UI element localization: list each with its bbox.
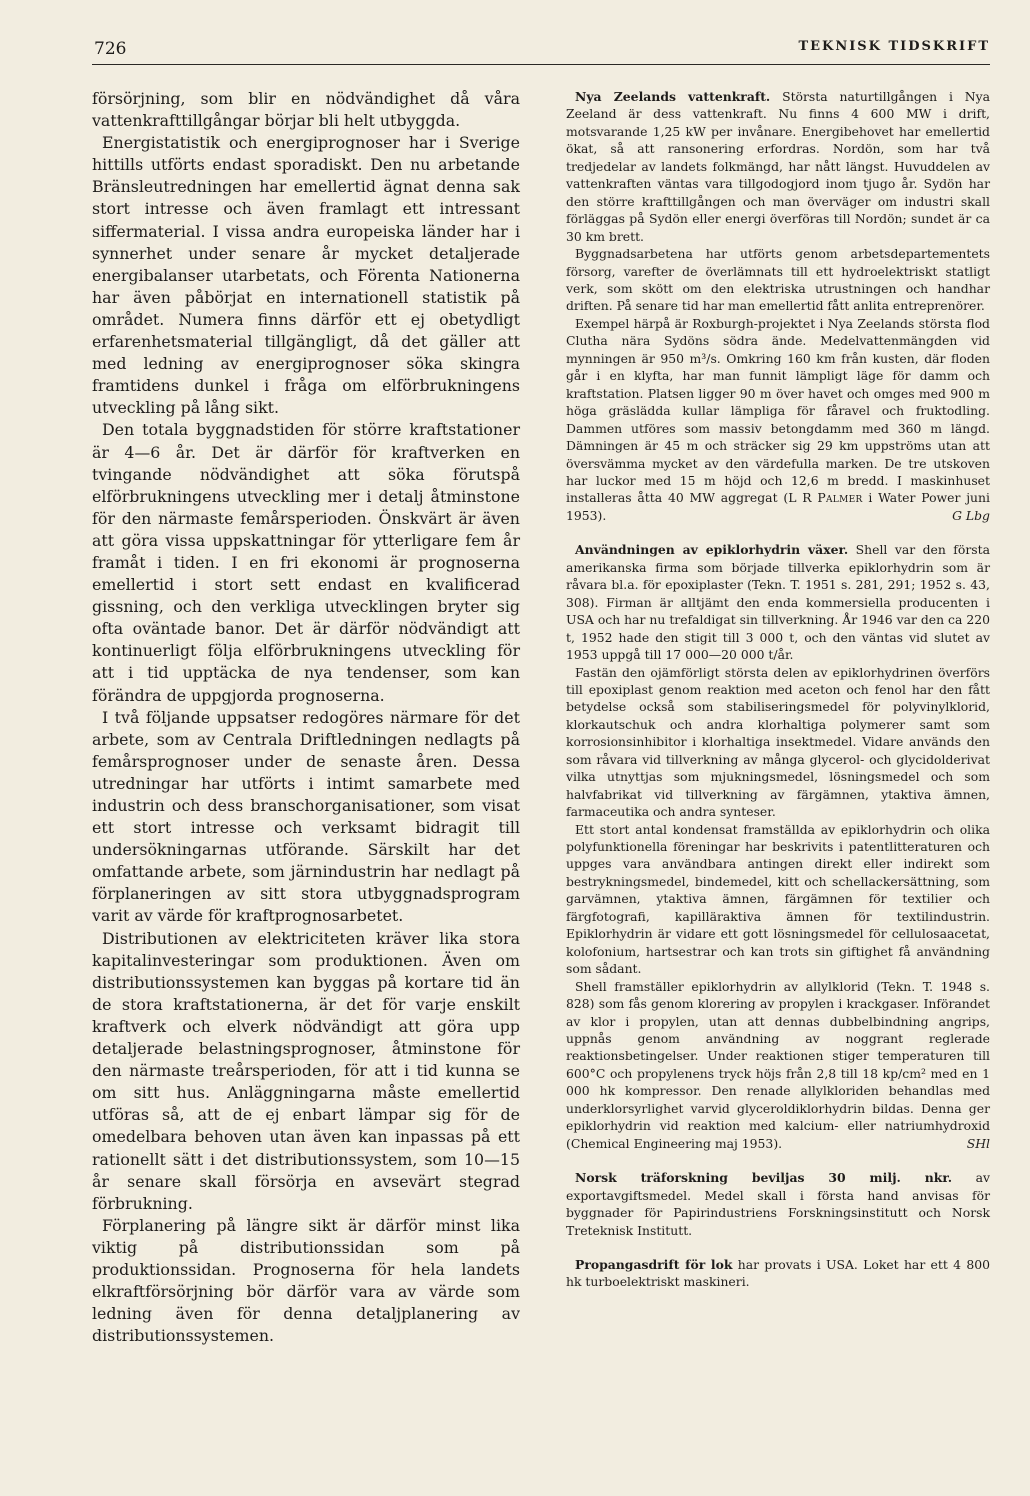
paragraph-text: Shell var den första amerikanska firma som började tillverka epiklorhydrin som är råvara bl.a. för epoxiplaster (Tekn. T. 1951 s. 281, 291; 1952 s. 43, 308). Firman är alltjämt den enda kommersiella producenten i USA och har nu trefaldigat sin tillverkning. År 1946 var den ca 220 t, 1952 hade den stigit till 3 000 t, och den väntas vid slutet av 1953 uppgå till 17 000—20 000 t/år. xyxy=(566,542,990,663)
page-header xyxy=(92,37,990,59)
paragraph-text: av exportavgiftsmedel. Medel skall i första hand anvisas för byggnader för Papirindustriens Forskningsinstitutt och Norsk Treteknisk Institutt. xyxy=(566,1170,990,1238)
cited-author: Palmer xyxy=(817,490,863,506)
article-heading: Norsk träforskning beviljas 30 milj. nkr. xyxy=(575,1170,953,1186)
article-propane-locomotive xyxy=(566,1256,990,1291)
paragraph-text: Största naturtillgången i Nya Zeeland är dess vattenkraft. Nu finns 4 600 MW i drift, motsvarande 1,25 kW per invånare. Energibehovet har emellertid ökat, så att ransonering erfordras. Nordön, som har två tredjedelar av landets folkmängd, har nått längst. Huvuddelen av vattenkraften väntas vara tillgodogjord inom tjugo år. Sydön har den större krafttillgången och man överväger om industri skall förläggas på Sydön eller energi överföras till Nordön; sundet är ca 30 km brett. xyxy=(566,89,990,244)
page-number: 726 xyxy=(94,39,127,59)
paragraph: Förplanering på längre sikt är därför minst lika viktig på distributionssidan som på produktionssidan. Prognoserna för hela landets elkraftförsörjning bör därför vara av värde som ledning även för denna detaljplanering av distributionssystemen. xyxy=(92,1215,520,1346)
paragraph-text: har provats i USA. Loket har ett 4 800 hk turboelektriskt maskineri. xyxy=(566,1257,990,1290)
paragraph: Ett stort antal kondensat framställda av epiklorhydrin och olika polyfunktionella föreningar har beskrivits i patentlitteraturen och uppges vara användbara antingen direkt eller indirekt som bestrykningsmedel, bindemedel, kitt och schellackersättning, som garvämnen, ytaktiva ämnen, färgämnen för textilier och färgfotografi, kapilläraktiva ämnen för textilindustrin. Epiklorhydrin är vidare ett gott lösningsmedel för cellulosaacetat, kolofonium, hartsestrar och kan trots sin giftighet få användning som sådant. xyxy=(566,821,990,977)
paragraph-text: Exempel härpå är Roxburgh-projektet i Nya Zeelands största flod Clutha nära Sydöns södra ände. Medelvattenmängden vid mynningen är 950 m³/s. Omkring 160 km från kusten, där floden går i en klyfta, har man funnit lämpligt läge för damm och kraftstation. Platsen ligger 90 m över havet och omges med 900 m höga gräslädda kullar lämpliga för fåravel och fruktodling. Dammen utföres som massiv betongdamm med 360 m längd. Dämningen är 45 m och sträcker sig 29 km uppströms utan att översvämma mycket av den värdefulla marken. De tre utskoven har luckor med 15 m höjd och 12,6 m bredd. I maskinhuset installeras åtta 40 MW aggregat (L R xyxy=(566,315,990,506)
article-nz-hydropower xyxy=(566,88,990,524)
paragraph: Fastän den ojämförligt största delen av epiklorhydrinen överförs till epoxiplast genom reaktion med aceton och fenol har den fått betydelse också som stabiliseringsmedel för polyvinylklorid, klorkautschuk och andra klorhaltiga polymerer samt som korrosionsinhibitor i klorhaltiga insektmedel. Vidare används den som råvara vid tillverkning av många glycerol- och glycidolderivat vilka utnyttjas som mjukningsmedel, lösningsmedel och som halvfabrikat vid tillverkning av färgämnen, ytaktiva ämnen, farmaceutika och andra synteser. xyxy=(566,664,990,820)
author-signature: G Lbg xyxy=(952,507,990,523)
header-rule xyxy=(92,64,990,65)
paragraph-text: i Water Power juni 1953). xyxy=(566,490,990,523)
author-signature: SHl xyxy=(966,1135,990,1151)
paragraph: försörjning, som blir en nödvändighet då våra vattenkrafttillgångar börjar bli helt utbyggda. xyxy=(92,89,520,131)
paragraph: I två följande uppsatser redogöres närmare för det arbete, som av Centrala Driftledningen nedlagts på femårsprognoser under de senaste åren. Dessa utredningar har utförts i intimt samarbete med industrin och dess branschorganisationer, som visat ett stort intresse och verksamt bidragit till undersökningarnas utförande. Särskilt har det omfattande arbete, som järnindustrin har nedlagt på förplaneringen av sitt stora utbyggnadsprogram varit av värde för kraftprognosarbetet. xyxy=(92,707,520,926)
article-heading: Användningen av epiklorhydrin växer. xyxy=(575,542,849,558)
paragraph: Den totala byggnadstiden för större kraftstationer är 4—6 år. Det är därför för kraftverken en tvingande nödvändighet att söka förutspå elförbrukningens utveckling mer i detalj åtminstone för den närmaste femårsperioden. Önskvärt är även att göra vissa uppskattningar för ytterligare fem år framåt i tiden. I en fri ekonomi är prognoserna emellertid i stort sett endast en kvalificerad gissning, och den verkliga utvecklingen bryter sig ofta oväntade banor. Det är därför nödvändigt att kontinuerligt följa elförbrukningens utveckling för att i tid upptäcka de nya tendenser, som kan förändra de uppgjorda prognoserna. xyxy=(92,420,520,705)
article-heading: Propangasdrift för lok xyxy=(575,1257,733,1272)
paragraph: Distributionen av elektriciteten kräver lika stora kapitalinvesteringar som produktionen. Även om distributionssystemen kan byggas på kortare tid än de stora kraftstationerna, är det för varje enskilt kraftverk och elverk nödvändigt att göra upp detaljerade belastningsprognoser, åtminstone för den närmaste treårsperioden, för att i tid kunna se om sitt hus. Anläggningarna måste emellertid utföras så, att de ej enbart lämpar sig för de omedelbara behoven utan även kan inpassas på ett rationellt sätt i det distributionssystem, som 10—15 år senare skall försörja en avsevärt stegrad förbrukning. xyxy=(92,928,520,1213)
article-heading: Nya Zeelands vattenkraft. xyxy=(575,89,771,104)
paragraph: Energistatistik och energiprognoser har i Sverige hittills utförts endast sporadiskt. Den nu arbetande Bränsleutredningen har emellertid ägnat denna sak stort intresse och även framlagt ett intressant siffermaterial. I vissa andra europeiska länder har i synnerhet under senare år mycket detaljerade energibalanser utarbetats, och Förenta Nationerna har även påbörjat en internationell statistik på området. Numera finns därför ett ej obetydligt erfarenhetsmaterial tillgängligt, då det gäller att med ledning av energiprognoser söka skingra framtidens dunkel i fråga om elförbrukningens utveckling på lång sikt. xyxy=(92,133,520,418)
paragraph-text: Shell framställer epiklorhydrin av allylklorid (Tekn. T. 1948 s. 828) som fås genom klorering av propylen i krackgaser. Införandet av klor i propylen, utan att dennas dubbelbindning angrips, uppnås genom användning av noggrant reglerade reaktionsbetingelser. Under reaktionen stiger temperaturen till 600°C och propylenens tryck höjs från 2,8 till 18 kp/cm² med en 1 000 hk kompressor. Den renade allylkloriden behandlas med underklorsyrlighet varvid glyceroldiklorhydrin bildas. Denna ger epiklorhydrin vid reaktion med kalcium- eller natriumhydroxid (Chemical Engineering maj 1953). xyxy=(566,978,990,1151)
paragraph: Byggnadsarbetena har utförts genom arbetsdepartementets försorg, varefter de överlämnats till ett hydroelektriskt statligt verk, som skött om den elektriska utrustningen och handhar driften. På senare tid har man emellertid fått anlita entreprenörer. xyxy=(566,246,990,314)
right-column xyxy=(566,88,990,1291)
left-column xyxy=(92,88,520,1347)
article-norwegian-wood-research xyxy=(566,1169,990,1239)
journal-title: TEKNISK TIDSKRIFT xyxy=(798,39,990,54)
article-epichlorohydrin xyxy=(566,541,990,1152)
